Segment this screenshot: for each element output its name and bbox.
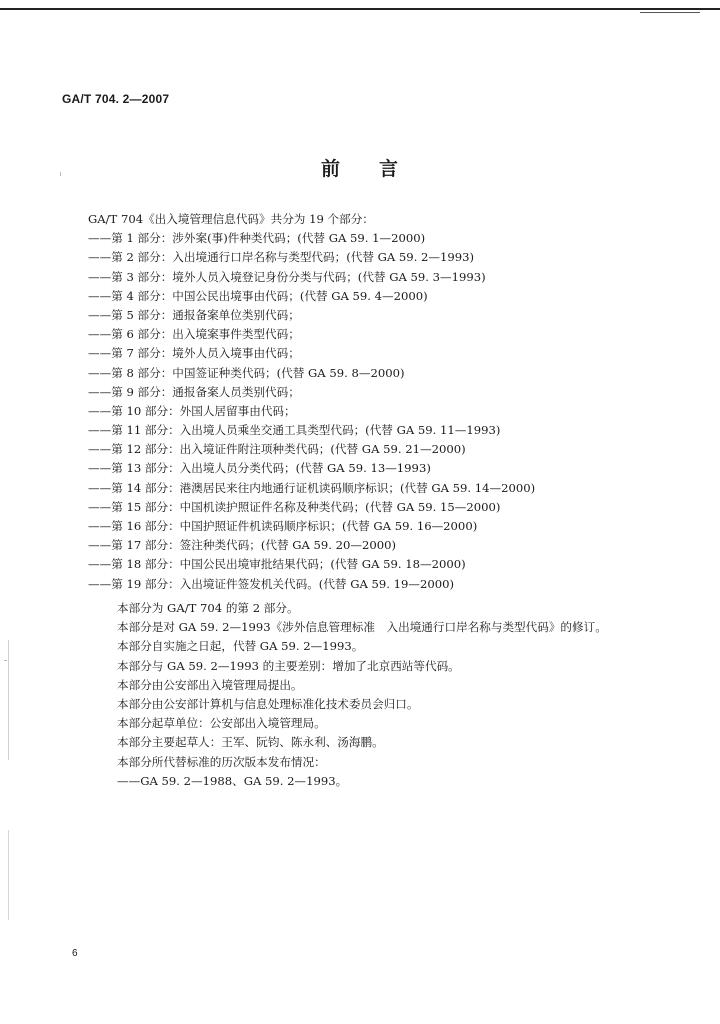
part-item-8: ——第 8 部分：中国签证种类代码；(代替 GA 59. 8—2000) (88, 365, 405, 380)
part-item-10: ——第 10 部分：外国人居留事由代码； (88, 403, 296, 418)
title-char-1: 前 (320, 158, 341, 180)
part-item-13: ——第 13 部分：入出境人员分类代码；(代替 GA 59. 13—1993) (88, 461, 431, 476)
page-number: 6 (72, 948, 78, 959)
part-item-4: ——第 4 部分：中国公民出境事由代码；(代替 GA 59. 4—2000) (88, 288, 428, 303)
paragraph-part-statement: 本部分为 GA/T 704 的第 2 部分。 (117, 601, 299, 615)
page-title (0, 154, 720, 181)
top-border-accent (640, 12, 700, 13)
paragraph-proposer: 本部分由公安部出入境管理局提出。 (117, 677, 303, 692)
part-item-11: ——第 11 部分：入出境人员乘坐交通工具类型代码；(代替 GA 59. 11—1993) (88, 423, 501, 438)
paragraph-drafting-unit: 本部分起草单位：公安部出入境管理局。 (117, 716, 326, 731)
scan-artifact (4, 660, 7, 661)
part-item-2: ——第 2 部分：入出境通行口岸名称与类型代码；(代替 GA 59. 2—1993) (88, 250, 475, 265)
paragraph-history-versions: ——GA 59. 2—1988、GA 59. 2—1993。 (117, 773, 348, 788)
paragraph-revision: 本部分是对 GA 59. 2—1993《涉外信息管理标准 入出境通行口岸名称与类型代码》的修订。 (117, 620, 607, 635)
title-char-2: 言 (379, 158, 400, 180)
part-item-7: ——第 7 部分：境外人员入境事由代码； (88, 346, 300, 361)
document-code: GA/T 704. 2—2007 (62, 92, 170, 106)
part-item-6: ——第 6 部分：出入境案事件类型代码； (88, 327, 300, 342)
part-item-14: ——第 14 部分：港澳居民来往内地通行证机读码顺序标识；(代替 GA 59. 14—2000) (88, 480, 536, 495)
paragraph-replaces: 本部分自实施之日起，代替 GA 59. 2—1993。 (117, 639, 364, 654)
part-item-18: ——第 18 部分：中国公民出境审批结果代码；(代替 GA 59. 18—2000) (88, 557, 466, 572)
part-item-15: ——第 15 部分：中国机读护照证件名称及种类代码；(代替 GA 59. 15—2000) (88, 499, 501, 514)
part-item-12: ——第 12 部分：出入境证件附注项种类代码；(代替 GA 59. 21—2000) (88, 442, 466, 457)
top-border-rule (0, 8, 720, 10)
part-item-3: ——第 3 部分：境外人员入境登记身份分类与代码；(代替 GA 59. 3—1993) (88, 269, 486, 284)
scan-artifact (60, 172, 61, 176)
scan-artifact (8, 640, 9, 760)
part-item-19: ——第 19 部分：入出境证件签发机关代码。(代替 GA 59. 19—2000) (88, 576, 455, 591)
paragraph-committee: 本部分由公安部计算机与信息处理标准化技术委员会归口。 (117, 696, 419, 711)
part-item-16: ——第 16 部分：中国护照证件机读码顺序标识；(代替 GA 59. 16—2000) (88, 519, 478, 533)
part-item-5: ——第 5 部分：通报备案单位类别代码； (88, 307, 300, 322)
scan-artifact (8, 830, 9, 920)
intro-line: GA/T 704《出入境管理信息代码》共分为 19 个部分： (88, 212, 374, 226)
foreword-paragraphs (117, 599, 687, 791)
parts-list (88, 210, 678, 594)
part-item-1: ——第 1 部分：涉外案(事)件种类代码；(代替 GA 59. 1—2000) (88, 231, 426, 246)
part-item-9: ——第 9 部分：通报备案人员类别代码； (88, 384, 300, 399)
paragraph-differences: 本部分与 GA 59. 2—1993 的主要差别：增加了北京西站等代码。 (117, 658, 460, 673)
paragraph-drafters: 本部分主要起草人：王军、阮钧、陈永利、汤海鹏。 (117, 735, 384, 750)
paragraph-history-title: 本部分所代替标准的历次版本发布情况： (117, 754, 326, 769)
part-item-17: ——第 17 部分：签注种类代码；(代替 GA 59. 20—2000) (88, 538, 397, 553)
